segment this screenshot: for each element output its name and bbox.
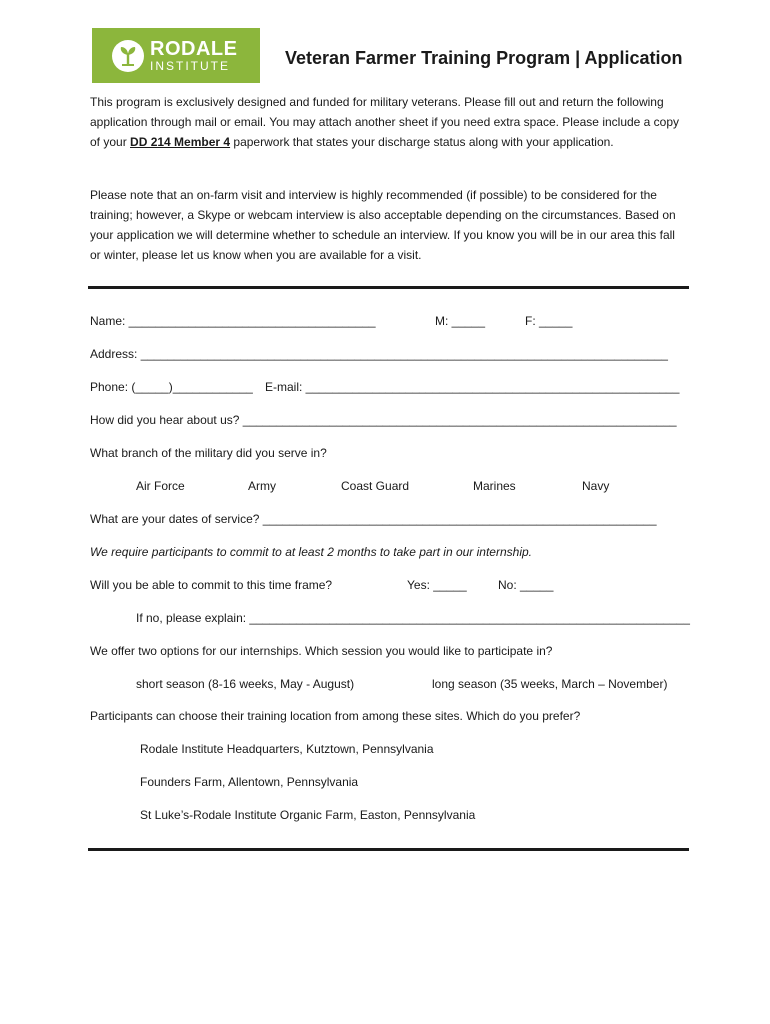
branch-option-navy[interactable]: Navy xyxy=(582,479,610,493)
location-question: Participants can choose their training location from among these sites. Which do you prefer? xyxy=(90,709,581,723)
name-field[interactable]: Name: _____________________________________ xyxy=(90,314,376,328)
address-field[interactable]: Address: _______________________________________________________________________________ xyxy=(90,347,668,361)
logo-subtitle: INSTITUTE xyxy=(150,59,230,73)
location-option-founders-farm[interactable]: Founders Farm, Allentown, Pennsylvania xyxy=(140,775,359,789)
bottom-divider xyxy=(88,848,689,851)
explain-field[interactable]: If no, please explain: __________________________________________________________________ xyxy=(136,611,690,625)
commitment-note: We require participants to commit to at least 2 months to take part in our internship. xyxy=(90,545,532,559)
commit-no-field[interactable]: No: _____ xyxy=(498,578,554,592)
branch-option-coast-guard[interactable]: Coast Guard xyxy=(341,479,410,493)
branch-option-air-force[interactable]: Air Force xyxy=(136,479,185,493)
session-option-long[interactable]: long season (35 weeks, March – November) xyxy=(432,677,668,691)
sprout-icon xyxy=(112,40,144,72)
rodale-institute-logo xyxy=(92,28,260,83)
session-option-short[interactable]: short season (8-16 weeks, May - August) xyxy=(136,677,355,691)
service-dates-field[interactable]: What are your dates of service? ___________________________________________________________ xyxy=(90,512,657,526)
session-question: We offer two options for our internships. Which session you would like to participate in? xyxy=(90,644,553,658)
dd214-reference: DD 214 Member 4 xyxy=(130,135,231,149)
intro-text-1a: This program is exclusively designed and funded for military veterans. Please fill out and return the following application through mail or email. You may attach another sheet if you need extra space. Please include a copy of your xyxy=(90,95,680,149)
commitment-question: Will you be able to commit to this time frame? xyxy=(90,578,333,592)
referral-field[interactable]: How did you hear about us? _________________________________________________________________ xyxy=(90,413,677,427)
email-field[interactable]: E-mail: ________________________________________________________ xyxy=(265,380,680,394)
commit-yes-field[interactable]: Yes: _____ xyxy=(407,578,467,592)
page-title: Veteran Farmer Training Program | Application xyxy=(285,48,683,68)
gender-male-field[interactable]: M: _____ xyxy=(435,314,486,328)
intro-paragraph-1 xyxy=(90,92,682,152)
top-divider xyxy=(88,286,689,289)
intro-paragraph-2: Please note that an on-farm visit and interview is highly recommended (if possible) to be considered for the training; however, a Skype or webcam interview is also acceptable depending on the circumstances. Based on your application we will determine whether to schedule an interview. If you know you will be in our area this fall or winter, please let us know when you are available for a visit. xyxy=(90,188,676,262)
branch-option-army[interactable]: Army xyxy=(248,479,276,493)
gender-female-field[interactable]: F: _____ xyxy=(525,314,573,328)
location-option-st-lukes[interactable]: St Luke’s-Rodale Institute Organic Farm, Easton, Pennsylvania xyxy=(140,808,476,822)
phone-field[interactable]: Phone: (_____)____________ xyxy=(90,380,253,394)
branch-question: What branch of the military did you serve in? xyxy=(90,446,327,460)
logo-wordmark: RODALE xyxy=(150,38,238,60)
location-option-headquarters[interactable]: Rodale Institute Headquarters, Kutztown, Pennsylvania xyxy=(140,742,434,756)
intro-text-1b: paperwork that states your discharge status along with your application. xyxy=(230,135,614,149)
branch-option-marines[interactable]: Marines xyxy=(473,479,516,493)
